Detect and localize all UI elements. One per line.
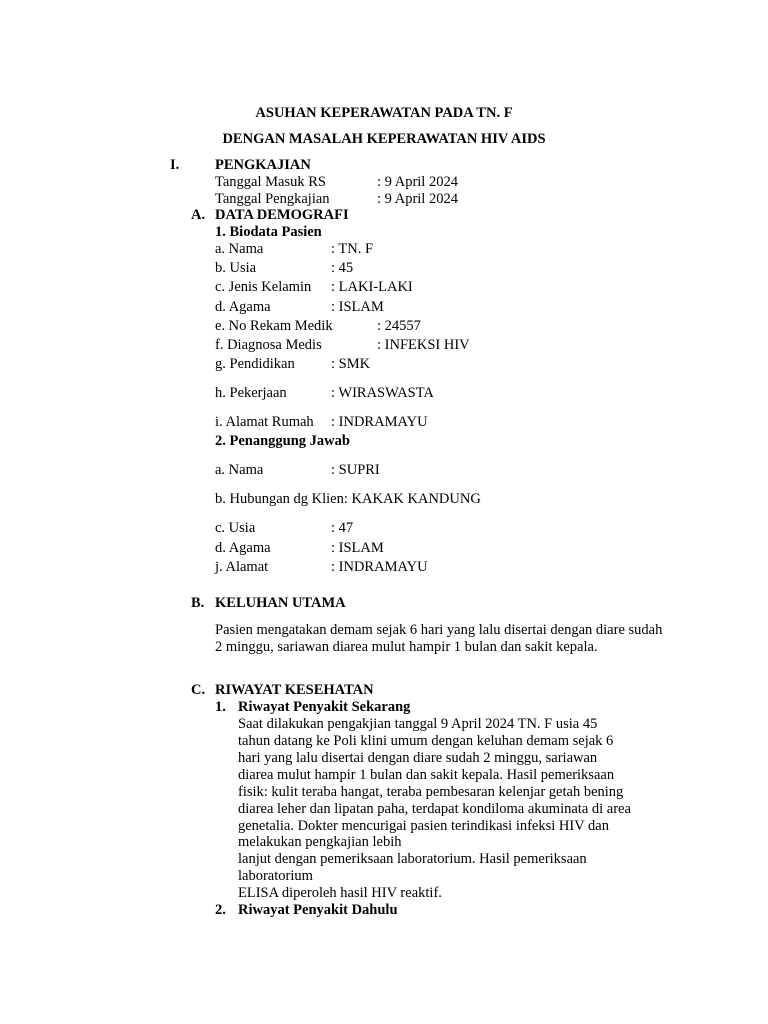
section-letter-c: C. [191,682,206,698]
document-subtitle: DENGAN MASALAH KEPERAWATAN HIV AIDS [222,131,546,147]
biodata-label: h. Pekerjaan [215,385,287,401]
riwayat-penyakit-dahulu-heading: Riwayat Penyakit Dahulu [238,902,398,918]
penanggung-value: : 47 [331,520,354,536]
biodata-label: a. Nama [215,241,264,257]
section-heading-riwayat-kesehatan: RIWAYAT KESEHATAN [215,682,374,698]
biodata-label: c. Jenis Kelamin [215,279,312,295]
biodata-value: : WIRASWASTA [331,385,434,401]
paragraph-line: Saat dilakukan pengakjian tanggal 9 April 2024 TN. F usia 45 [238,716,598,732]
document-title: ASUHAN KEPERAWATAN PADA TN. F [255,105,513,121]
paragraph-line: lanjut dengan pemeriksaan laboratorium. Hasil pemeriksaan [238,851,587,867]
biodata-heading: 1. Biodata Pasien [215,224,322,240]
tanggal-pengkajian-label: Tanggal Pengkajian [215,191,330,207]
penanggung-label: c. Usia [215,520,256,536]
biodata-value: : 45 [331,260,354,276]
paragraph-line: melakukan pengkajian lebih [238,834,402,850]
penanggung-value: : INDRAMAYU [331,559,428,575]
paragraph-line: tahun datang ke Poli klini umum dengan keluhan demam sejak 6 [238,733,614,749]
biodata-label: f. Diagnosa Medis [215,337,322,353]
item-number: 2. [215,902,226,918]
biodata-value: : SMK [331,356,371,372]
penanggung-label: a. Nama [215,462,264,478]
biodata-value: : INDRAMAYU [331,414,428,430]
penanggung-label: d. Agama [215,540,271,556]
riwayat-penyakit-sekarang-heading: Riwayat Penyakit Sekarang [238,699,411,715]
tanggal-masuk-label: Tanggal Masuk RS [215,174,326,190]
penanggung-label: b. Hubungan dg Klien: KAKAK KANDUNG [215,491,481,507]
paragraph-line: diarea leher dan lipatan paha, terdapat kondiloma akuminata di area [238,801,631,817]
section-numeral: I. [170,157,180,173]
biodata-value: : LAKI-LAKI [331,279,413,295]
biodata-label: g. Pendidikan [215,356,295,372]
tanggal-masuk-value: : 9 April 2024 [377,174,458,190]
biodata-label: b. Usia [215,260,257,276]
keluhan-utama-text: Pasien mengatakan demam sejak 6 hari yang lalu disertai dengan diare sudah 2 minggu, sariawan diarea mulut hampir 1 bulan dan sakit kepala. [215,622,663,655]
biodata-label: d. Agama [215,299,271,315]
biodata-value: : 24557 [377,318,421,334]
biodata-value: : TN. F [331,241,374,257]
paragraph-line: fisik: kulit teraba hangat, teraba pembesaran kelenjar getah bening [238,784,624,800]
biodata-label: e. No Rekam Medik [215,318,333,334]
section-heading-keluhan-utama: KELUHAN UTAMA [215,595,346,611]
section-heading-pengkajian: PENGKAJIAN [215,157,311,173]
biodata-value: : INFEKSI HIV [377,337,470,353]
paragraph-line: hari yang lalu disertai dengan diare sudah 2 minggu, sariawan [238,750,598,766]
item-number: 1. [215,699,226,715]
section-letter-b: B. [191,595,205,611]
paragraph-line: ELISA diperoleh hasil HIV reaktif. [238,885,442,901]
penanggung-jawab-heading: 2. Penanggung Jawab [215,433,350,449]
biodata-value: : ISLAM [331,299,384,315]
paragraph-line: diarea mulut hampir 1 bulan dan sakit kepala. Hasil pemeriksaan [238,767,615,783]
penanggung-value: : ISLAM [331,540,384,556]
section-letter-a: A. [191,207,206,223]
penanggung-value: : SUPRI [331,462,380,478]
penanggung-label: j. Alamat [215,559,269,575]
biodata-label: i. Alamat Rumah [215,414,314,430]
paragraph-line: genetalia. Dokter mencurigai pasien terindikasi infeksi HIV dan [238,818,609,834]
section-heading-data-demografi: DATA DEMOGRAFI [215,207,349,223]
tanggal-pengkajian-value: : 9 April 2024 [377,191,458,207]
paragraph-line: laboratorium [238,868,313,884]
